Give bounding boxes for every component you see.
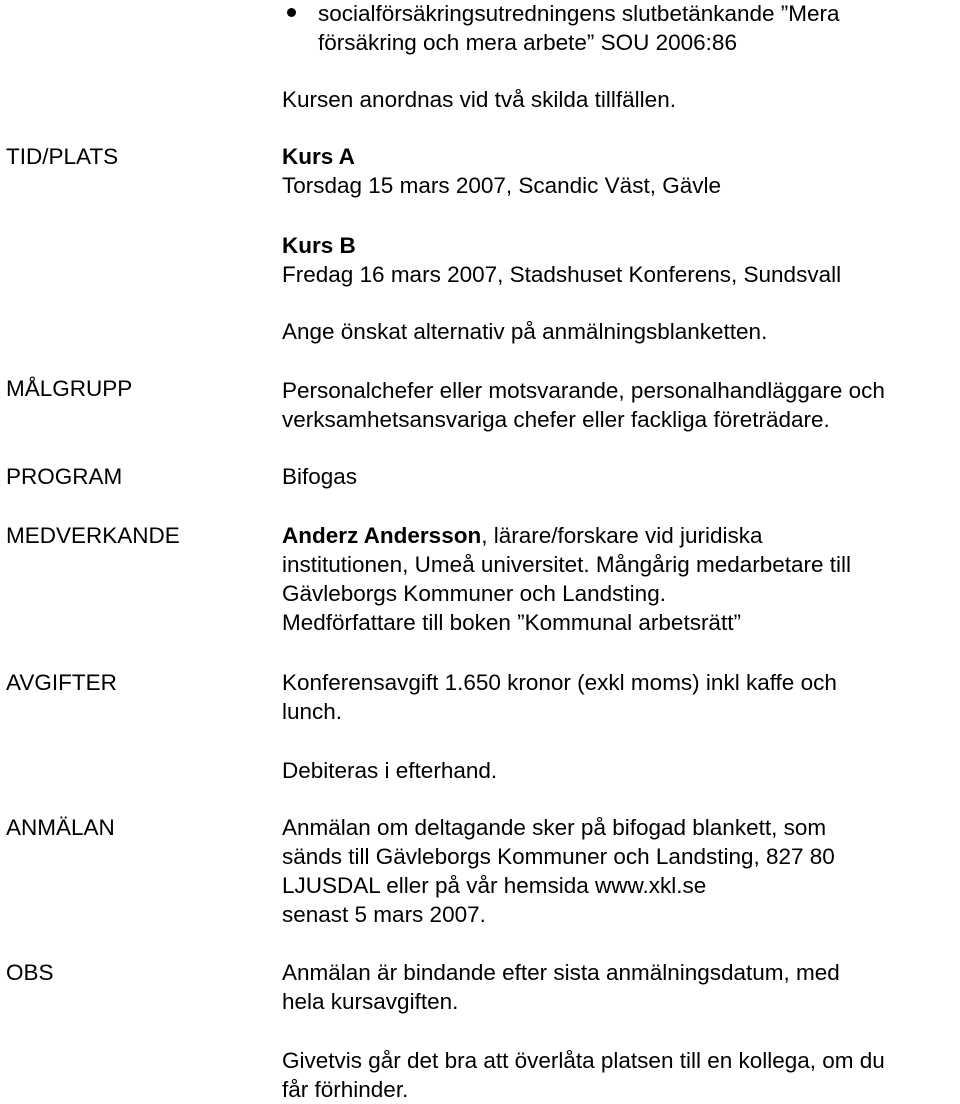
- label-avgifter: AVGIFTER: [6, 670, 117, 695]
- obs-line-2: hela kursavgiften.: [282, 989, 459, 1014]
- anmalan-line-3: LJUSDAL eller på vår hemsida www.xkl.se: [282, 873, 707, 898]
- program-text: Bifogas: [282, 464, 358, 489]
- kurs-a-detail: Torsdag 15 mars 2007, Scandic Väst, Gävle: [282, 173, 721, 198]
- medverkande-line-3: Gävleborgs Kommuner och Landsting.: [282, 581, 666, 606]
- medverkande-name: Anderz Andersson: [282, 523, 482, 548]
- label-program: PROGRAM: [6, 464, 123, 489]
- avgifter-note: Debiteras i efterhand.: [282, 758, 498, 783]
- medverkande-line-1: [282, 521, 763, 550]
- anmalan-line-4: senast 5 mars 2007.: [282, 902, 486, 927]
- label-malgrupp: MÅLGRUPP: [6, 376, 133, 401]
- tid-plats-note: Ange önskat alternativ på anmälningsblanketten.: [282, 319, 768, 344]
- medverkande-line-1-rest: , lärare/forskare vid juridiska: [481, 523, 763, 548]
- avgifter-line-1: Konferensavgift 1.650 kronor (exkl moms) inkl kaffe och: [282, 670, 837, 695]
- bullet-icon: [287, 8, 296, 17]
- obs-line-4: får förhinder.: [282, 1077, 409, 1102]
- label-tid-plats: TID/PLATS: [6, 144, 119, 169]
- obs-line-1: Anmälan är bindande efter sista anmälningsdatum, med: [282, 960, 840, 985]
- malgrupp-line-2: verksamhetsansvariga chefer eller fackliga företrädare.: [282, 407, 830, 432]
- bullet-line-1: socialförsäkringsutredningens slutbetänkande ”Mera: [318, 1, 840, 26]
- kurs-b-detail: Fredag 16 mars 2007, Stadshuset Konferens, Sundsvall: [282, 262, 842, 287]
- label-obs: OBS: [6, 960, 54, 985]
- malgrupp-line-1: Personalchefer eller motsvarande, personalhandläggare och: [282, 378, 885, 403]
- label-anmalan: ANMÄLAN: [6, 815, 115, 840]
- intro-text: Kursen anordnas vid två skilda tillfällen.: [282, 87, 676, 112]
- obs-line-3: Givetvis går det bra att överlåta platsen till en kollega, om du: [282, 1048, 885, 1073]
- medverkande-line-4: Medförfattare till boken ”Kommunal arbetsrätt”: [282, 610, 741, 635]
- kurs-a-title: Kurs A: [282, 144, 355, 169]
- kurs-b-title: Kurs B: [282, 233, 356, 258]
- label-medverkande: MEDVERKANDE: [6, 523, 180, 548]
- anmalan-line-1: Anmälan om deltagande sker på bifogad blankett, som: [282, 815, 827, 840]
- medverkande-line-2: institutionen, Umeå universitet. Mångårig medarbetare till: [282, 552, 852, 577]
- bullet-line-2: försäkring och mera arbete” SOU 2006:86: [318, 30, 737, 55]
- anmalan-line-2: sänds till Gävleborgs Kommuner och Landsting, 827 80: [282, 844, 835, 869]
- avgifter-line-2: lunch.: [282, 699, 343, 724]
